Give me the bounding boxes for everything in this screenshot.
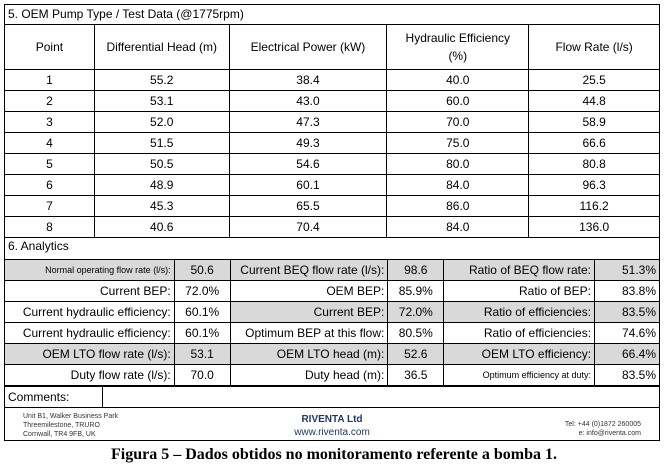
col-header-electrical-power: Electrical Power (kW) (229, 25, 387, 70)
comments-label: Comments: (8, 390, 70, 404)
col-header-point: Point (5, 25, 95, 70)
analytics-label: Optimum BEP at this flow: (230, 323, 388, 344)
cell-electrical-power: 47.3 (229, 112, 387, 133)
analytics-label: Current hydraulic efficiency: (5, 302, 175, 323)
figure-caption: Figura 5 – Dados obtidos no monitoramento referente a bomba 1. (110, 446, 558, 463)
analytics-label: OEM LTO efficiency: (444, 344, 595, 365)
pump-table-row (5, 70, 660, 91)
cell-differential-head: 48.9 (94, 175, 229, 196)
pump-test-table (4, 24, 660, 238)
analytics-label: Ratio of BEP: (444, 281, 595, 302)
analytics-value: 80.5% (388, 323, 444, 344)
analytics-value: 70.0 (174, 365, 230, 386)
cell-electrical-power: 49.3 (229, 133, 387, 154)
cell-flow-rate: 44.8 (529, 91, 660, 112)
pump-table-row (5, 133, 660, 154)
cell-flow-rate: 116.2 (529, 196, 660, 217)
analytics-label: Ratio of efficiencies: (444, 302, 595, 323)
cell-point: 7 (5, 196, 95, 217)
analytics-row (5, 365, 660, 386)
cell-differential-head: 52.0 (94, 112, 229, 133)
cell-differential-head: 50.5 (94, 154, 229, 175)
cell-point: 6 (5, 175, 95, 196)
pump-table-row (5, 112, 660, 133)
analytics-label: Duty flow rate (l/s): (5, 365, 175, 386)
cell-differential-head: 40.6 (94, 217, 229, 238)
analytics-value: 60.1% (174, 323, 230, 344)
col-header-differential-head: Differential Head (m) (94, 25, 229, 70)
pump-table-header-row (5, 25, 660, 70)
analytics-value: 72.0% (174, 281, 230, 302)
analytics-row (5, 323, 660, 344)
cell-hydraulic-efficiency: 84.0 (387, 175, 529, 196)
cell-point: 5 (5, 154, 95, 175)
analytics-value: 83.8% (595, 281, 660, 302)
analytics-label: Ratio of efficiencies: (444, 323, 595, 344)
analytics-row (5, 260, 660, 281)
analytics-row (5, 344, 660, 365)
cell-flow-rate: 136.0 (529, 217, 660, 238)
cell-differential-head: 55.2 (94, 70, 229, 91)
cell-flow-rate: 58.9 (529, 112, 660, 133)
company-brand (5, 413, 659, 439)
cell-electrical-power: 70.4 (229, 217, 387, 238)
analytics-label: OEM LTO flow rate (l/s): (5, 344, 175, 365)
cell-hydraulic-efficiency: 40.0 (387, 70, 529, 91)
cell-point: 4 (5, 133, 95, 154)
company-email: e: info@riventa.com (578, 430, 641, 437)
analytics-value: 85.9% (388, 281, 444, 302)
cell-point: 8 (5, 217, 95, 238)
cell-electrical-power: 43.0 (229, 91, 387, 112)
col-header-flow-rate: Flow Rate (l/s) (529, 25, 660, 70)
pump-table-row (5, 217, 660, 238)
cell-differential-head: 51.5 (94, 133, 229, 154)
footer (5, 408, 659, 440)
col-header-hydraulic-efficiency (387, 25, 529, 70)
analytics-value: 51.3% (595, 260, 660, 281)
analytics-table (4, 259, 660, 386)
company-name: RIVENTA Ltd (301, 414, 363, 425)
cell-point: 1 (5, 70, 95, 91)
cell-differential-head: 53.1 (94, 91, 229, 112)
analytics-value: 72.0% (388, 302, 444, 323)
cell-point: 2 (5, 91, 95, 112)
analytics-label: Current BEP: (230, 302, 388, 323)
analytics-value: 98.6 (388, 260, 444, 281)
analytics-value: 50.6 (174, 260, 230, 281)
address-line-1: Unit B1, Walker Business Park (23, 413, 119, 420)
analytics-label: OEM LTO head (m): (230, 344, 388, 365)
section-6-title: 6. Analytics (8, 239, 69, 253)
col-header-hydraulic-efficiency-text: Hydraulic Efficiency (%) (405, 31, 511, 63)
address-line-3: Cornwall, TR4 9FB, UK (23, 431, 96, 438)
cell-hydraulic-efficiency: 70.0 (387, 112, 529, 133)
analytics-value: 83.5% (595, 365, 660, 386)
pump-table-row (5, 91, 660, 112)
pump-table-row (5, 196, 660, 217)
analytics-label: Current hydraulic efficiency: (5, 323, 175, 344)
analytics-label: Optimum efficiency at duty: (444, 365, 595, 386)
cell-electrical-power: 38.4 (229, 70, 387, 91)
analytics-label: Current BEP: (5, 281, 175, 302)
company-phone: Tel: +44 (0)1872 260005 (564, 421, 641, 428)
analytics-label: OEM BEP: (230, 281, 388, 302)
comments-row (5, 386, 659, 408)
pump-table-row (5, 175, 660, 196)
analytics-row (5, 281, 660, 302)
analytics-value: 66.4% (595, 344, 660, 365)
cell-hydraulic-efficiency: 60.0 (387, 91, 529, 112)
report-frame (4, 4, 660, 441)
cell-hydraulic-efficiency: 84.0 (387, 217, 529, 238)
cell-electrical-power: 65.5 (229, 196, 387, 217)
cell-hydraulic-efficiency: 86.0 (387, 196, 529, 217)
analytics-value: 60.1% (174, 302, 230, 323)
analytics-row (5, 302, 660, 323)
address-line-2: Threemilestone, TRURO (23, 422, 100, 429)
analytics-value: 83.5% (595, 302, 660, 323)
cell-flow-rate: 25.5 (529, 70, 660, 91)
cell-hydraulic-efficiency: 80.0 (387, 154, 529, 175)
cell-hydraulic-efficiency: 75.0 (387, 133, 529, 154)
cell-differential-head: 45.3 (94, 196, 229, 217)
cell-electrical-power: 60.1 (229, 175, 387, 196)
cell-flow-rate: 66.6 (529, 133, 660, 154)
analytics-label: Current BEQ flow rate (l/s): (230, 260, 388, 281)
comments-divider (102, 387, 103, 407)
analytics-label: Normal operating flow rate (l/s): (5, 260, 175, 281)
analytics-value: 53.1 (174, 344, 230, 365)
company-contact (565, 420, 641, 438)
cell-electrical-power: 54.6 (229, 154, 387, 175)
cell-flow-rate: 96.3 (529, 175, 660, 196)
cell-point: 3 (5, 112, 95, 133)
section-5-title: 5. OEM Pump Type / Test Data (@1775rpm) (8, 7, 244, 21)
analytics-value: 36.5 (388, 365, 444, 386)
pump-table-row (5, 154, 660, 175)
analytics-label: Duty head (m): (230, 365, 388, 386)
analytics-label: Ratio of BEQ flow rate: (444, 260, 595, 281)
analytics-value: 52.6 (388, 344, 444, 365)
company-website: www.riventa.com (294, 427, 370, 438)
analytics-value: 74.6% (595, 323, 660, 344)
cell-flow-rate: 80.8 (529, 154, 660, 175)
